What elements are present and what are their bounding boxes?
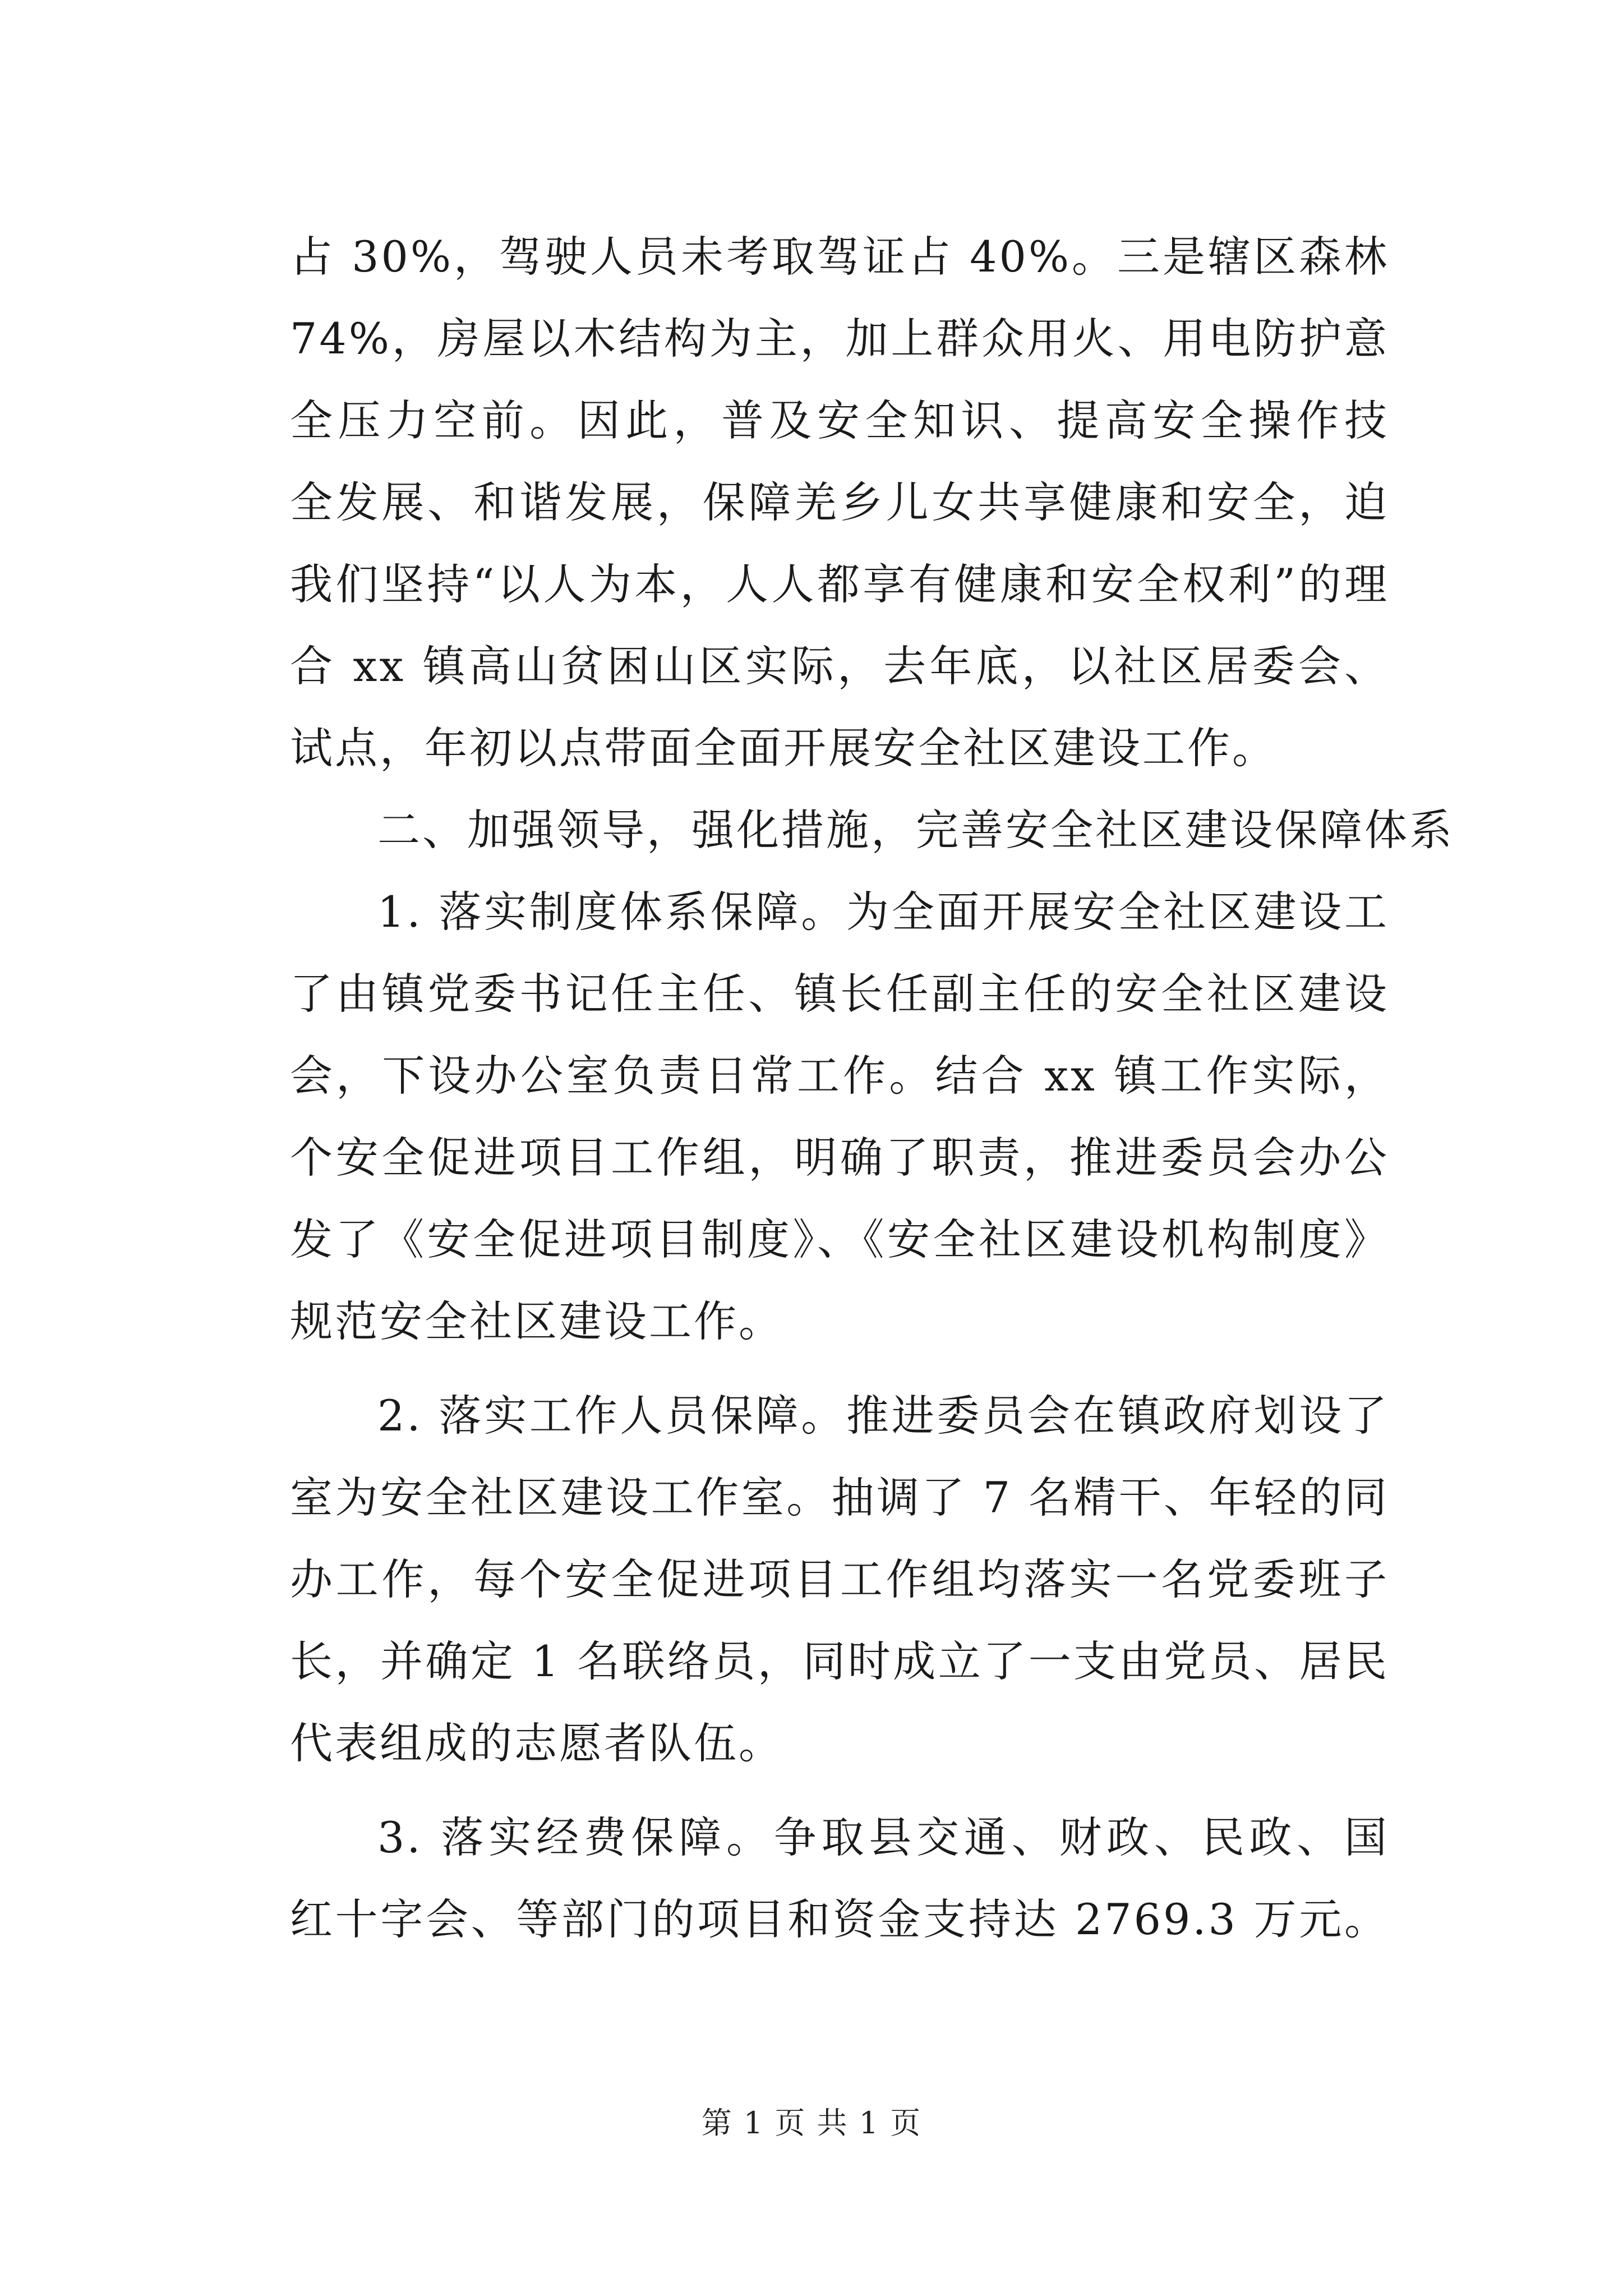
text-line: 办工作，每个安全促进项目工作组均落实一名党委班子 (290, 1554, 1389, 1604)
text-line: 全发展、和谐发展，保障羌乡儿女共享健康和安全，迫 (290, 477, 1389, 527)
text-line: 室为安全社区建设工作室。抽调了 7 名精干、年轻的同 (290, 1473, 1389, 1522)
text-line: 了由镇党委书记任主任、镇长任副主任的安全社区建设 (290, 969, 1389, 1019)
text-line: 3. 落实经费保障。争取县交通、财政、民政、国 (377, 1812, 1389, 1862)
paragraph-item-2 (290, 1375, 1389, 1784)
paragraph-gap (290, 1784, 1389, 1797)
text-line: 74%，房屋以木结构为主，加上群众用火、用电防护意 (290, 314, 1389, 364)
text-line: 代表组成的志愿者队伍。 (290, 1718, 783, 1768)
text-line: 占 30%，驾驶人员未考取驾证占 40%。三是辖区森林 (290, 232, 1389, 282)
paragraph-gap (290, 1363, 1389, 1375)
text-line: 试点，年初以点带面全面开展安全社区建设工作。 (290, 723, 1277, 773)
paragraph-1 (290, 216, 1389, 789)
text-line: 合 xx 镇高山贫困山区实际，去年底，以社区居委会、 (290, 641, 1389, 691)
text-line: 1. 落实制度体系保障。为全面开展安全社区建设工 (377, 887, 1389, 937)
text-line: 个安全促进项目工作组，明确了职责，推进委员会办公 (290, 1133, 1389, 1182)
document-body (290, 216, 1454, 1961)
heading-text: 二、加强领导，强化措施，完善安全社区建设保障体系 (377, 805, 1454, 855)
text-line: 长，并确定 1 名联络员，同时成立了一支由党员、居民 (290, 1636, 1389, 1686)
page-footer (0, 2099, 1623, 2142)
paragraph-item-3 (290, 1797, 1389, 1961)
text-line: 会，下设办公室负责日常工作。结合 xx 镇工作实际， (290, 1051, 1389, 1101)
section-heading (290, 789, 1454, 871)
text-line: 规范安全社区建设工作。 (290, 1296, 783, 1346)
paragraph-item-1 (290, 871, 1389, 1363)
text-line: 发了《安全促进项目制度》、《安全社区建设机构制度》 (290, 1214, 1389, 1264)
page-number-label: 第 1 页 共 1 页 (701, 2105, 922, 2141)
text-line: 红十字会、等部门的项目和资金支持达 2769.3 万元。 (290, 1894, 1389, 1944)
text-line: 2. 落实工作人员保障。推进委员会在镇政府划设了 (377, 1391, 1389, 1441)
text-line: 我们坚持“以人为本，人人都享有健康和安全权利”的理 (290, 559, 1389, 609)
text-line: 全压力空前。因此，普及安全知识、提高安全操作技 (290, 395, 1389, 445)
